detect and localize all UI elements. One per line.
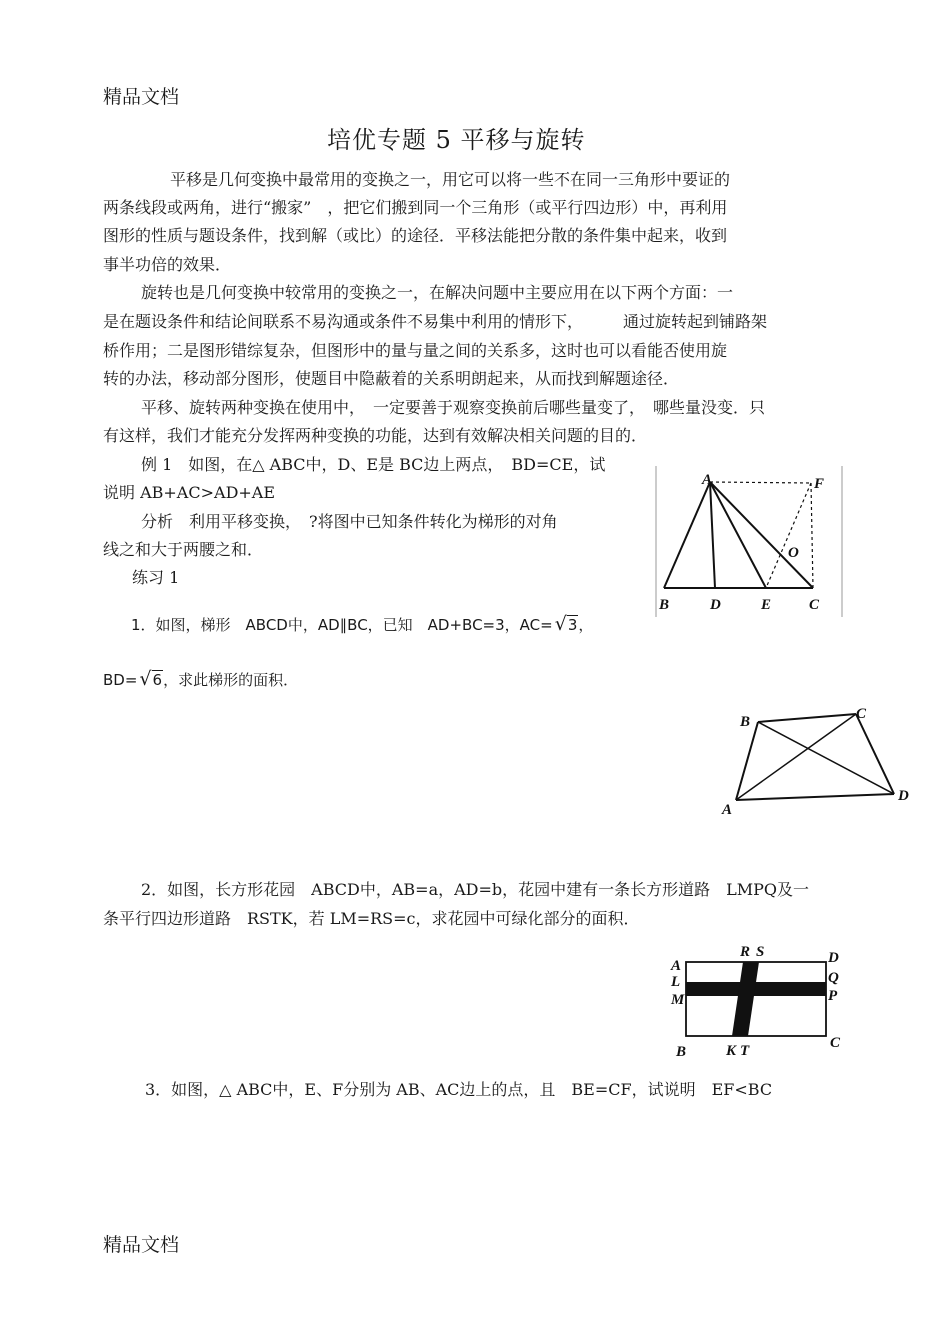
fig2-label-A: A [722, 802, 733, 818]
q1-text: 1．如图，梯形 ABCD中，AD∥BC，已知 AD+BC=3，AC= [131, 616, 553, 634]
fig1-label-E: E [761, 597, 772, 613]
practice-label: 练习 1 [132, 568, 180, 587]
fig3-road-LMPQ [686, 982, 826, 996]
fig1-segment-AF [710, 482, 811, 483]
sqrt-6-radicand: 6 [152, 671, 163, 689]
fig3-road-RSTK [732, 962, 759, 1036]
intro-line-2: 两条线段或两角，进行“搬家” ，把它们搬到同一个三角形（或平行四边形）中，再利用 [103, 198, 728, 217]
fig3-label-B: B [676, 1044, 687, 1060]
sqrt-6: √6 [139, 668, 163, 690]
fig3-label-M: M [671, 992, 685, 1008]
fig2-segment-AD [736, 794, 894, 800]
q1-line-1 [131, 612, 593, 637]
fig3-label-A: A [671, 958, 682, 974]
fig1-label-F: F [814, 476, 825, 492]
fig2-label-D: D [898, 788, 909, 804]
fig1-label-A: A [702, 472, 713, 488]
fig1-segment-FE [766, 483, 811, 588]
fig1-label-B: B [659, 597, 670, 613]
fig3-label-Q: Q [828, 970, 839, 986]
example-line-1: 例 1 如图，在△ ABC中，D、E是 BC边上两点， BD=CE，试 [141, 455, 606, 474]
both-line-2: 有这样，我们才能充分发挥两种变换的功能，达到有效解决相关问题的目的． [103, 426, 648, 445]
q1-question: ，求此梯形的面积． [163, 671, 299, 689]
fig3-label-T: T [740, 1043, 750, 1059]
page-footer: 精品文档 [103, 1234, 180, 1256]
q1-comma: ， [578, 616, 594, 634]
rotation-line-2: 是在题设条件和结论间联系不易沟通或条件不易集中利用的情形下， 通过旋转起到铺路架 [103, 312, 768, 331]
fig2-label-C: C [856, 706, 867, 722]
intro-line-3: 图形的性质与题设条件，找到解（或比）的途径．平移法能把分散的条件集中起来，收到 [103, 226, 728, 245]
q2-line-1: 2．如图，长方形花园 ABCD中，AB=a，AD=b，花园中建有一条长方形道路 LMPQ及一 [141, 880, 810, 899]
example-line-4: 线之和大于两腰之和． [103, 540, 264, 559]
rotation-line-3: 桥作用；二是图形错综复杂，但图形中的量与量之间的关系多，这时也可以看能否使用旋 [103, 341, 728, 360]
rotation-line-4: 转的办法，移动部分图形，使题目中隐蔽着的关系明朗起来，从而找到解题途径． [103, 369, 680, 388]
figure-trapezoid [716, 700, 916, 818]
q1-line-2 [103, 667, 298, 692]
fig2-diagonal-AC [736, 714, 856, 800]
fig1-label-C: C [809, 597, 820, 613]
q1-bd-prefix: BD= [103, 671, 138, 689]
intro-line-4: 事半功倍的效果． [103, 255, 232, 274]
fig3-label-D: D [828, 950, 839, 966]
rotation-line-1: 旋转也是几何变换中较常用的变换之一，在解决问题中主要应用在以下两个方面：一 [141, 283, 734, 302]
figure-garden [664, 940, 850, 1064]
fig1-segment-AD [710, 482, 715, 588]
sqrt-3-radicand: 3 [567, 616, 578, 634]
fig3-label-P: P [828, 988, 838, 1004]
figure-triangle-translation [652, 462, 848, 622]
q3-line-1: 3．如图，△ ABC中，E、F分别为 AB、AC边上的点，且 BE=CF，试说明 EF<BC [145, 1080, 773, 1099]
fig3-label-L: L [671, 974, 681, 990]
fig1-label-O: O [788, 545, 799, 561]
fig1-label-D: D [710, 597, 721, 613]
q2-line-2: 条平行四边形道路 RSTK，若 LM=RS=c，求花园中可绿化部分的面积． [103, 909, 640, 928]
fig1-segment-FC [811, 483, 813, 588]
fig2-label-B: B [740, 714, 751, 730]
fig3-label-S: S [756, 944, 765, 960]
intro-line-1: 平移是几何变换中最常用的变换之一，用它可以将一些不在同一三角形中要证的 [170, 170, 731, 189]
sqrt-3: √3 [554, 613, 578, 635]
example-line-3: 分析 利用平移变换， ?将图中已知条件转化为梯形的对角 [141, 512, 558, 531]
fig2-segment-BC [758, 714, 856, 722]
fig2-diagonal-BD [758, 722, 894, 794]
fig2-segment-AB [736, 722, 758, 800]
page-header: 精品文档 [103, 86, 180, 108]
both-line-1: 平移、旋转两种变换在使用中， 一定要善于观察变换前后哪些量变了， 哪些量没变．只 [141, 398, 766, 417]
fig1-segment-AC [710, 482, 813, 588]
fig3-label-C: C [830, 1035, 841, 1051]
page-title: 培优专题 5 平移与旋转 [327, 126, 586, 154]
example-line-2: 说明 AB+AC>AD+AE [103, 483, 276, 502]
fig1-segment-AE [710, 482, 766, 588]
fig1-segment-AB [664, 482, 710, 588]
fig3-label-K: K [726, 1043, 737, 1059]
fig2-segment-CD [856, 714, 894, 794]
fig3-label-R: R [740, 944, 751, 960]
